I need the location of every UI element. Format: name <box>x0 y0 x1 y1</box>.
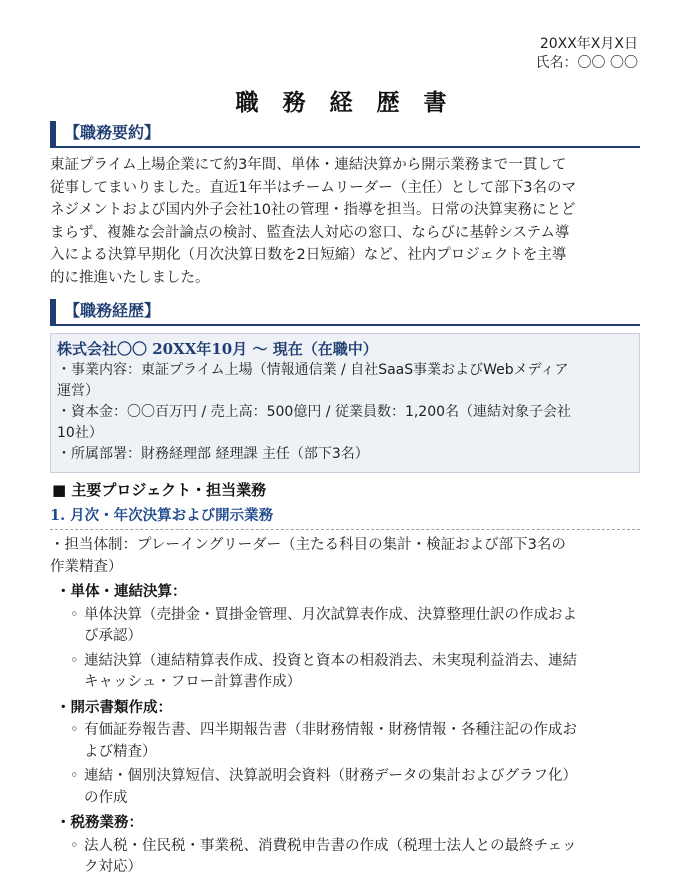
task-item <box>50 836 642 879</box>
company-detail-line: 運営） <box>57 383 99 399</box>
structure-paragraph <box>50 535 642 578</box>
bullet-mark: ◦ <box>70 837 79 854</box>
task-line: の作成 <box>84 789 128 806</box>
bullet-mark: ◦ <box>70 606 79 623</box>
summary-line: 東証プライム上場企業にて約3年間、単体・連結決算から開示業務まで一貫して <box>50 157 567 173</box>
document-date: 20XX年X月X日 <box>539 36 638 52</box>
company-detail-line: ・所属部署：財務経理部 経理課 主任（部下3名） <box>57 446 369 462</box>
task-line: よび精査） <box>84 743 157 760</box>
project-details <box>50 535 642 882</box>
summary-line: 入による決算早期化（月次決算日数を2日短縮）など、社内プロジェクトを主導 <box>50 247 567 263</box>
company-details <box>57 360 633 465</box>
task-item <box>50 766 642 809</box>
company-detail-line: ・事業内容：東証プライム上場（情報通信業 / 自社SaaS事業およびWebメディア <box>57 362 569 378</box>
bullet-mark: ◦ <box>70 768 79 784</box>
category-label-consolidated: ・単体・連結決算： <box>56 583 187 600</box>
task-line: 有価証券報告書、四半期報告書（非財務情報・財務情報・各種注記の作成お <box>84 722 577 738</box>
bullet-mark: ◦ <box>70 652 79 669</box>
career-section-heading: 【職務経歴】 <box>50 299 640 326</box>
category-label-tax: ・税務業務： <box>56 814 143 831</box>
projects-heading: ■ 主要プロジェクト・担当業務 <box>52 481 267 499</box>
task-line: 法人税・住民税・事業税、消費税申告書の作成（税理士法人との最終チェッ <box>84 837 577 854</box>
summary-text <box>50 154 642 289</box>
document-title: 職 務 経 歴 書 <box>235 89 455 116</box>
category-label-disclosure: ・開示書類作成： <box>56 698 172 716</box>
task-line: 連結決算（連結精算表作成、投資と資本の相殺消去、未実現利益消去、連結 <box>84 652 577 669</box>
task-item <box>50 720 642 763</box>
task-line: 連結・個別決算短信、決算説明会資料（財務データの集計およびグラフ化） <box>84 768 577 784</box>
summary-section-heading: 【職務要約】 <box>50 121 640 148</box>
task-item <box>50 651 642 694</box>
task-line: 単体決算（売掛金・買掛金管理、月次試算表作成、決算整理仕訳の作成およ <box>84 606 577 623</box>
company-info-box <box>50 333 640 473</box>
task-line: ク対応） <box>84 859 142 875</box>
structure-line: ・担当体制：プレーイングリーダー（主たる科目の集計・検証および部下3名の <box>50 537 566 553</box>
summary-line: まらず、複雑な会計論点の検討、監査法人対応の窓口、ならびに基幹システム導 <box>50 224 570 241</box>
company-detail-line: 10社） <box>57 425 103 441</box>
summary-line: ネジメントおよび国内外子会社10社の管理・指導を担当。日常の決算実務にとど <box>50 202 576 218</box>
structure-line: 作業精査） <box>50 558 123 575</box>
task-line: キャッシュ・フロー計算書作成） <box>84 674 302 690</box>
task-line: び承認） <box>84 628 142 644</box>
summary-line: 従事してまいりました。直近1年半はチームリーダー（主任）として部下3名のマ <box>50 179 576 196</box>
project-subheading: 1. 月次・年次決算および開示業務 <box>50 506 640 530</box>
company-name: 株式会社〇〇 20XX年10月 〜 現在（在職中） <box>57 340 378 358</box>
bullet-mark: ◦ <box>70 722 79 738</box>
company-detail-line: ・資本金：〇〇百万円 / 売上高：500億円 / 従業員数：1,200名（連結対象子会社 <box>57 404 572 420</box>
task-item <box>50 605 642 648</box>
summary-line: 的に推進いたしました。 <box>50 269 210 286</box>
applicant-name: 氏名：〇〇 〇〇 <box>535 55 638 71</box>
